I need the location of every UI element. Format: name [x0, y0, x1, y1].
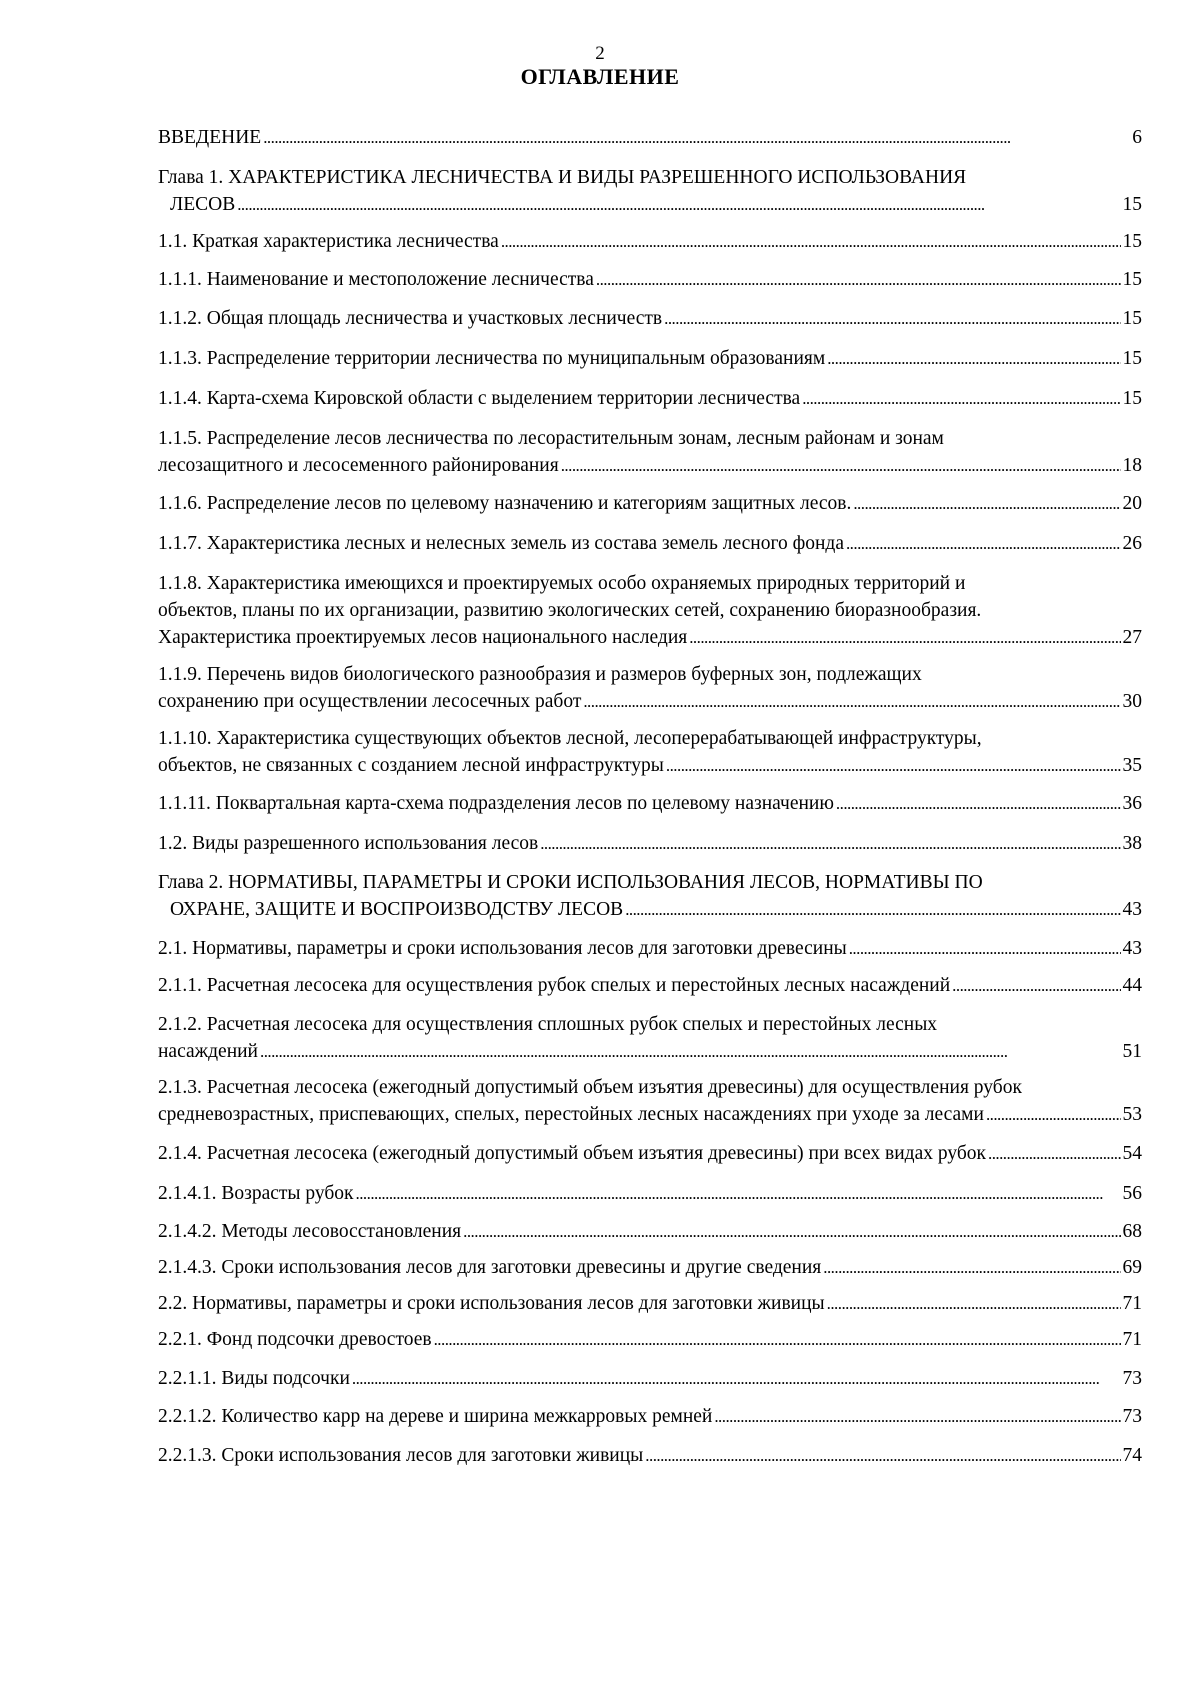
dot-leader [952, 972, 1120, 999]
dot-leader [689, 624, 1120, 651]
toc-entry[interactable] [158, 1326, 1142, 1353]
toc-entry-text: объектов, планы по их организации, развитию экологических сетей, сохранению биоразнообразия. [158, 600, 982, 621]
toc-page-number: 30 [1122, 691, 1142, 712]
dot-leader [561, 452, 1121, 479]
toc-entry-text: 1.1.5. Распределение лесов лесничества по лесорастительным зонам, лесным районам и зонам [158, 428, 944, 449]
toc-page-number: 15 [1122, 308, 1142, 329]
dot-leader [625, 896, 1120, 923]
toc-entry[interactable] [158, 1442, 1142, 1469]
dot-leader [827, 345, 1120, 372]
toc-entry-text: 2.1.4.1. Возрасты рубок [158, 1183, 354, 1204]
toc-entry[interactable] [158, 345, 1142, 372]
toc-entry-text: 2.1.4.3. Сроки использования лесов для заготовки древесины и другие сведения [158, 1257, 822, 1278]
toc-entry-text: ВВЕДЕНИЕ [158, 127, 262, 148]
toc-page-number: 36 [1122, 793, 1142, 814]
toc-page-number: 69 [1122, 1257, 1142, 1278]
toc-entry[interactable] [158, 1290, 1142, 1317]
dot-leader [836, 790, 1121, 817]
toc-page-number: 15 [1122, 388, 1142, 409]
toc-page-number: 43 [1122, 899, 1142, 920]
dot-leader [352, 1365, 1121, 1392]
toc-entry-text: 2.1. Нормативы, параметры и сроки использования лесов для заготовки древесины [158, 938, 847, 959]
dot-leader [666, 752, 1121, 779]
toc-entry-text: Глава 1. ХАРАКТЕРИСТИКА ЛЕСНИЧЕСТВА И ВИДЫ РАЗРЕШЕННОГО ИСПОЛЬЗОВАНИЯ [158, 167, 967, 188]
toc-entry[interactable] [158, 1218, 1142, 1245]
toc-entry[interactable] [158, 164, 1142, 218]
toc-entry[interactable] [158, 425, 1142, 479]
toc-entry[interactable] [158, 869, 1142, 923]
toc-entry[interactable] [158, 725, 1142, 779]
toc-entry[interactable] [158, 790, 1142, 817]
toc-page-number: 15 [1122, 269, 1142, 290]
toc-entry[interactable] [158, 570, 1142, 651]
toc-entry-text: средневозрастных, приспевающих, спелых, перестойных лесных насаждениях при уходе за лесами [158, 1104, 984, 1125]
toc-entry-text: 1.1.4. Карта-схема Кировской области с выделением территории лесничества [158, 388, 801, 409]
dot-leader [237, 191, 1120, 218]
toc-page-number: 43 [1122, 938, 1142, 959]
toc-page-number: 35 [1122, 755, 1142, 776]
toc-page-number: 56 [1122, 1183, 1142, 1204]
toc-page-number: 73 [1122, 1368, 1142, 1389]
dot-leader [596, 266, 1121, 293]
toc-entry-text: 2.1.1. Расчетная лесосека для осуществления рубок спелых и перестойных лесных насаждений [158, 975, 951, 996]
toc-page-number: 38 [1122, 833, 1142, 854]
toc-entry-text: ОХРАНЕ, ЗАЩИТЕ И ВОСПРОИЗВОДСТВУ ЛЕСОВ [170, 899, 624, 920]
toc-entry[interactable] [158, 1365, 1142, 1392]
dot-leader [434, 1326, 1121, 1353]
dot-leader [849, 935, 1121, 962]
toc-page-number: 18 [1122, 455, 1142, 476]
toc-entry-text: 1.1.7. Характеристика лесных и нелесных земель из состава земель лесного фонда [158, 533, 844, 554]
toc-entry-text: 2.1.4. Расчетная лесосека (ежегодный допустимый объем изъятия древесины) при всех видах рубок [158, 1143, 986, 1164]
toc-entry-text: 2.2.1.1. Виды подсочки [158, 1368, 350, 1389]
toc-entry-text: 2.2.1.3. Сроки использования лесов для заготовки живицы [158, 1445, 644, 1466]
toc-entry[interactable] [158, 530, 1142, 557]
toc-page-number: 27 [1122, 627, 1142, 648]
toc-page-number: 15 [1122, 194, 1142, 215]
dot-leader [356, 1180, 1121, 1207]
toc-entry[interactable] [158, 228, 1142, 255]
toc-entry[interactable] [158, 305, 1142, 332]
dot-leader [802, 385, 1120, 412]
toc-entry[interactable] [158, 1140, 1142, 1167]
toc-page-number: 15 [1122, 348, 1142, 369]
toc-entry-text: 2.1.4.2. Методы лесовосстановления [158, 1221, 462, 1242]
toc-entry-text: 1.1.2. Общая площадь лесничества и участковых лесничеств [158, 308, 663, 329]
toc-entry-text: 1.1.9. Перечень видов биологического разнообразия и размеров буферных зон, подлежащих [158, 664, 922, 685]
toc-page-number: 71 [1122, 1293, 1142, 1314]
toc-page-number: 44 [1122, 975, 1142, 996]
toc-page-number: 73 [1122, 1406, 1142, 1427]
dot-leader [540, 830, 1120, 857]
page-title: ОГЛАВЛЕНИЕ [520, 64, 680, 89]
page-number: 2 [595, 43, 605, 64]
toc-entry-text: 1.1.1. Наименование и местоположение лесничества [158, 269, 594, 290]
toc-entry[interactable] [158, 124, 1142, 151]
toc-entry[interactable] [158, 1254, 1142, 1281]
toc-page-number: 15 [1122, 231, 1142, 252]
toc-entry-text: лесозащитного и лесосеменного районирования [158, 455, 559, 476]
toc-entry-text: 1.1.3. Распределение территории лесничества по муниципальным образованиям [158, 348, 826, 369]
toc-entry-text: объектов, не связанных с созданием лесной инфраструктуры [158, 755, 664, 776]
dot-leader [827, 1290, 1121, 1317]
toc-page-number: 51 [1122, 1041, 1142, 1062]
dot-leader [263, 124, 1130, 151]
dot-leader [645, 1442, 1120, 1469]
dot-leader [823, 1254, 1120, 1281]
toc-entry-text: 2.1.3. Расчетная лесосека (ежегодный допустимый объем изъятия древесины) для осуществления рубок [158, 1077, 1022, 1098]
toc-entry[interactable] [158, 935, 1142, 962]
toc-entry-text: 1.1.10. Характеристика существующих объектов лесной, лесоперерабатывающей инфраструктуры, [158, 728, 982, 749]
toc-entry-text: насаждений [158, 1041, 258, 1062]
toc-entry[interactable] [158, 385, 1142, 412]
toc-entry-text: ЛЕСОВ [170, 194, 236, 215]
toc-page-number: 53 [1122, 1104, 1142, 1125]
toc-entry-text: 2.2. Нормативы, параметры и сроки использования лесов для заготовки живицы [158, 1293, 825, 1314]
toc-entry[interactable] [158, 1011, 1142, 1065]
toc-entry-text: 1.2. Виды разрешенного использования лесов [158, 833, 539, 854]
toc-entry-text: 2.1.2. Расчетная лесосека для осуществления сплошных рубок спелых и перестойных лесных [158, 1014, 938, 1035]
toc-page-number: 26 [1122, 533, 1142, 554]
toc-entry-text: 2.2.1.2. Количество карр на дереве и ширина межкарровых ремней [158, 1406, 713, 1427]
dot-leader [846, 530, 1121, 557]
toc-entry[interactable] [158, 1403, 1142, 1430]
toc-entry-text: 1.1.8. Характеристика имеющихся и проектируемых особо охраняемых природных территорий и [158, 573, 966, 594]
toc-entry-text: Характеристика проектируемых лесов национального наследия [158, 627, 688, 648]
toc-page-number: 54 [1122, 1143, 1142, 1164]
toc-entry[interactable] [158, 661, 1142, 715]
toc-entry[interactable] [158, 830, 1142, 857]
toc-page-number: 20 [1122, 493, 1142, 514]
dot-leader [583, 688, 1120, 715]
toc-entry-text: 2.2.1. Фонд подсочки древостоев [158, 1329, 432, 1350]
dot-leader [664, 305, 1120, 332]
toc-entry[interactable] [158, 490, 1142, 517]
toc-page-number: 74 [1122, 1445, 1142, 1466]
dot-leader [463, 1218, 1120, 1245]
dot-leader [260, 1038, 1121, 1065]
toc-entry-text: 1.1.6. Распределение лесов по целевому назначению и категориям защитных лесов. [158, 493, 852, 514]
toc-page-number: 6 [1132, 127, 1142, 148]
dot-leader [986, 1101, 1121, 1128]
toc-entry[interactable] [158, 1074, 1142, 1128]
toc-entry[interactable] [158, 972, 1142, 999]
toc-entry[interactable] [158, 1180, 1142, 1207]
dot-leader [714, 1403, 1120, 1430]
toc-entry-text: 1.1.11. Поквартальная карта-схема подразделения лесов по целевому назначению [158, 793, 834, 814]
toc-entry-text: Глава 2. НОРМАТИВЫ, ПАРАМЕТРЫ И СРОКИ ИСПОЛЬЗОВАНИЯ ЛЕСОВ, НОРМАТИВЫ ПО [158, 872, 983, 893]
toc-entry-text: 1.1. Краткая характеристика лесничества [158, 231, 499, 252]
dot-leader [501, 228, 1121, 255]
dot-leader [853, 490, 1120, 517]
toc-entry-text: сохранению при осуществлении лесосечных работ [158, 691, 582, 712]
toc-page-number: 68 [1122, 1221, 1142, 1242]
toc-entry[interactable] [158, 266, 1142, 293]
toc-page-number: 71 [1122, 1329, 1142, 1350]
dot-leader [988, 1140, 1121, 1167]
